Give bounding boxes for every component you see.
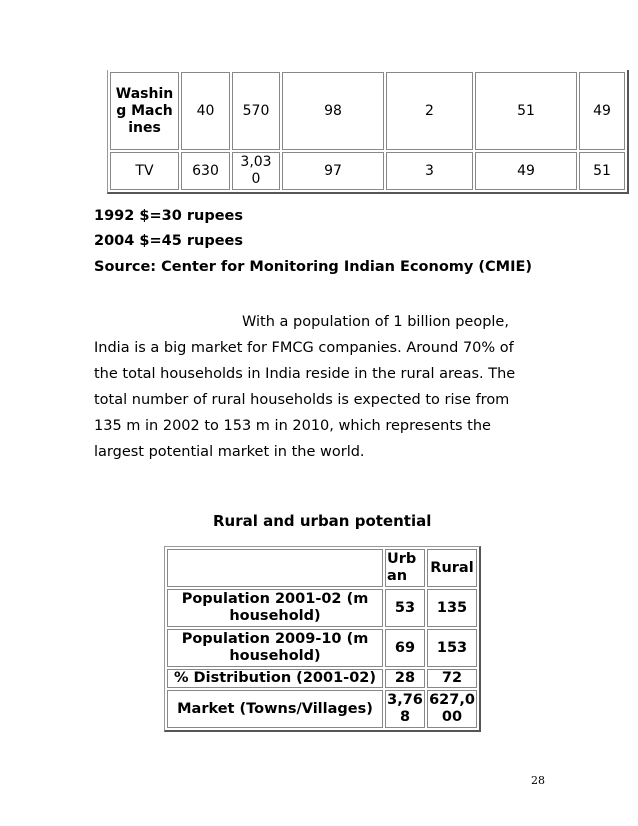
table-cell: 570 xyxy=(232,72,280,150)
table-cell: 98 xyxy=(282,72,384,150)
body-paragraph xyxy=(94,309,534,465)
row-label: Washing Machines xyxy=(110,72,179,150)
table-row xyxy=(167,690,477,728)
row-label: Population 2009-10 (m household) xyxy=(167,629,383,667)
row-label: % Distribution (2001-02) xyxy=(167,669,383,688)
rural-value: 135 xyxy=(427,589,477,627)
urban-value: 28 xyxy=(385,669,425,688)
table-cell: 3 xyxy=(386,152,473,190)
rural-value: 153 xyxy=(427,629,477,667)
table-row xyxy=(167,589,477,627)
paragraph-line: total number of rural households is expected to rise from xyxy=(94,392,510,408)
source-note: Source: Center for Monitoring Indian Economy (CMIE) xyxy=(94,259,533,275)
rural-urban-table xyxy=(164,546,481,732)
urban-value: 69 xyxy=(385,629,425,667)
section-title: Rural and urban potential xyxy=(213,512,432,530)
header-blank xyxy=(167,549,383,587)
table-row xyxy=(110,72,625,150)
table-cell: 630 xyxy=(181,152,230,190)
row-label: Market (Towns/Villages) xyxy=(167,690,383,728)
table-cell: 49 xyxy=(475,152,577,190)
table-row xyxy=(110,152,625,190)
header-rural: Rural xyxy=(427,549,477,587)
table-row xyxy=(167,669,477,688)
table-cell: 2 xyxy=(386,72,473,150)
paragraph-line: With a population of 1 billion people, xyxy=(242,314,509,330)
urban-value: 3,768 xyxy=(385,690,425,728)
table-cell: 40 xyxy=(181,72,230,150)
table-cell: 51 xyxy=(475,72,577,150)
rural-value: 627,000 xyxy=(427,690,477,728)
header-urban: Urban xyxy=(385,549,425,587)
exchange-rate-2004: 2004 $=45 rupees xyxy=(94,233,244,249)
table-cell: 51 xyxy=(579,152,625,190)
row-label: TV xyxy=(110,152,179,190)
exchange-rate-1992: 1992 $=30 rupees xyxy=(94,208,244,224)
table-row xyxy=(167,629,477,667)
paragraph-line: India is a big market for FMCG companies. Around 70% of xyxy=(94,340,514,356)
table-header-row xyxy=(167,549,477,587)
urban-value: 53 xyxy=(385,589,425,627)
row-label: Population 2001-02 (m household) xyxy=(167,589,383,627)
table-cell: 3,030 xyxy=(232,152,280,190)
paragraph-line: largest potential market in the world. xyxy=(94,444,365,460)
table-cell: 97 xyxy=(282,152,384,190)
page-number: 28 xyxy=(531,774,545,787)
paragraph-line: 135 m in 2002 to 153 m in 2010, which represents the xyxy=(94,418,491,434)
paragraph-line: the total households in India reside in the rural areas. The xyxy=(94,366,516,382)
table-cell: 49 xyxy=(579,72,625,150)
rural-value: 72 xyxy=(427,669,477,688)
household-ownership-table xyxy=(107,70,629,194)
